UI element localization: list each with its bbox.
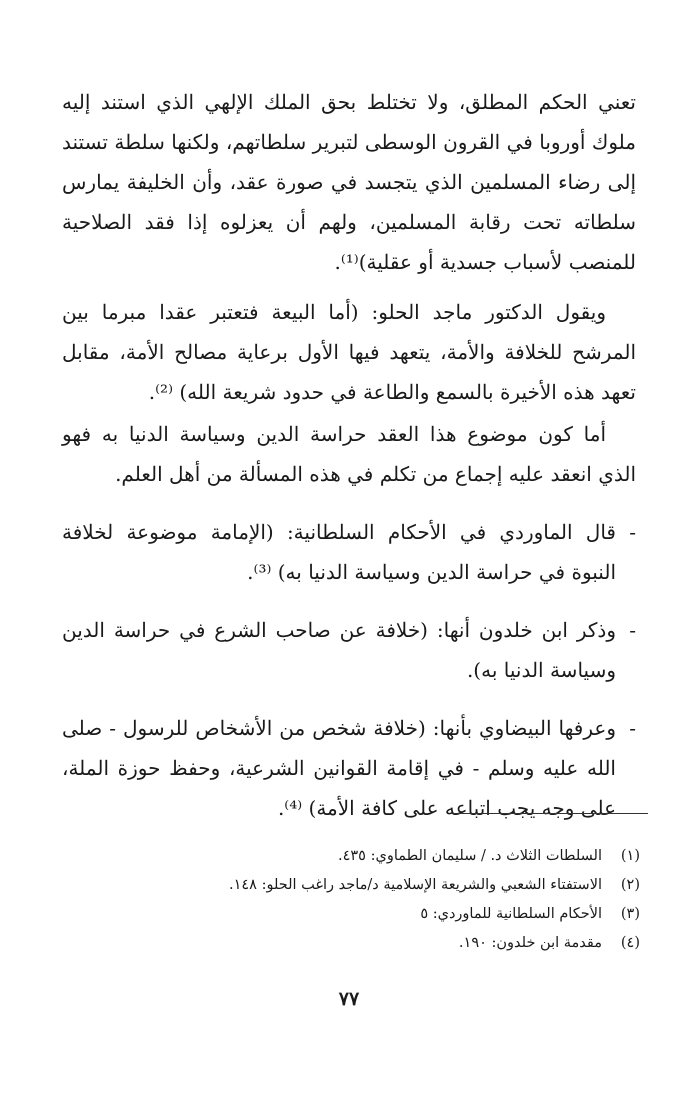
page-number: ٧٧ (338, 988, 360, 1010)
paragraph-helou-quote: ويقول الدكتور ماجد الحلو: (أما البيعة فتعتبر عقدا مبرما بين المرشح للخلافة والأمة، يتعهد فيها الأول برعاية مصالح الأمة، مقابل تعهد هذه الأخيرة بالسمع والطاعة في حدود شريعة الله) ⁽²⁾. (62, 300, 636, 404)
footnote-item (62, 842, 640, 871)
paragraph-consensus: أما كون موضوع هذا العقد حراسة الدين وسياسة الدنيا به فهو الذي انعقد عليه إجماع من تكلم في هذه المسألة من أهل العلم. (62, 422, 636, 486)
footnote-number: (٢) (620, 877, 640, 893)
footnote-item (62, 929, 640, 958)
bullet-text: قال الماوردي في الأحكام السلطانية: (الإمامة موضوعة لخلافة النبوة في حراسة الدين وسياسة الدنيا به) ⁽³⁾. (62, 520, 616, 584)
footnote-text: السلطات الثلاث د. / سليمان الطماوي: ٤٣٥. (337, 848, 602, 864)
footnote-text: الاستفتاء الشعبي والشريعة الإسلامية د/ماجد راغب الحلو: ١٤٨. (229, 877, 602, 893)
footnotes (62, 842, 640, 958)
bullet-dash: - (629, 618, 636, 642)
paragraph-continuation: تعني الحكم المطلق، ولا تختلط بحق الملك الإلهي الذي استند إليه ملوك أوروبا في القرون الوسطى لتبرير سلطاتهم، ولكنها سلطة تستند إلى رضاء المسلمين الذي يتجسد في صورة عقد، وأن الخليفة يمارس سلطاته تحت رقابة المسلمين، ولهم أن يعزلوه إذا فقد الصلاحية للمنصب لأسباب جسدية أو عقلية)⁽¹⁾. (62, 90, 636, 274)
bullet-item (62, 512, 636, 592)
footnote-text: الأحكام السلطانية للماوردي: ٥ (420, 906, 602, 922)
footnote-number: (٤) (620, 935, 640, 951)
footnote-separator (453, 813, 648, 814)
footnote-item (62, 900, 640, 929)
footnote-number: (٣) (620, 906, 640, 922)
bullet-dash: - (629, 520, 636, 544)
footnote-item (62, 871, 640, 900)
footnote-number: (١) (620, 848, 640, 864)
bullet-item (62, 708, 636, 828)
bullet-dash: - (629, 716, 636, 740)
bullet-item (62, 610, 636, 690)
footnote-text: مقدمة ابن خلدون: ١٩٠. (458, 935, 602, 951)
bullet-text: وذكر ابن خلدون أنها: (خلافة عن صاحب الشرع في حراسة الدين وسياسة الدنيا به). (62, 618, 616, 682)
body-text (62, 82, 636, 828)
bullet-text: وعرفها البيضاوي بأنها: (خلافة شخص من الأشخاص للرسول - صلى الله عليه وسلم - في إقامة القوانين الشرعية، وحفظ حوزة الملة، على وجه يجب اتباعه على كافة الأمة) ⁽⁴⁾. (62, 716, 616, 820)
